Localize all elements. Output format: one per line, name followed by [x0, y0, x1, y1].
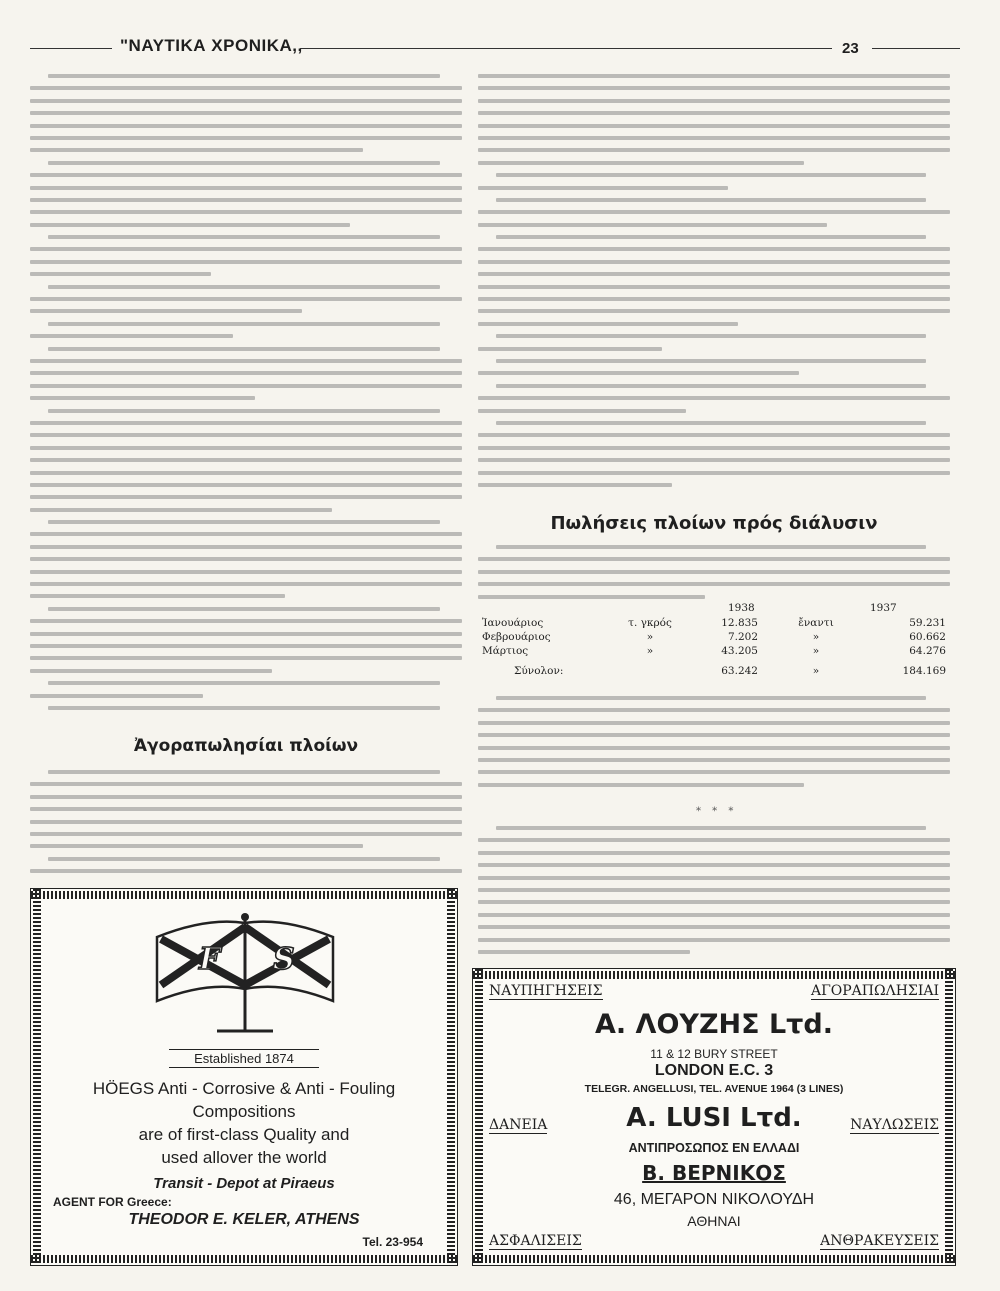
text-line [478, 742, 950, 754]
text-line [478, 692, 950, 704]
louzis-address3: 46, ΜΕΓΑΡΟΝ ΝΙΚΟΛΟΥΔΗ [613, 1191, 815, 1208]
ad-border-right [447, 889, 455, 1265]
text-line [30, 206, 462, 218]
text-line [478, 872, 950, 884]
table-cell-sep: » [812, 645, 820, 657]
text-line [30, 144, 462, 156]
text-line [478, 566, 950, 578]
ad-border-bottom [473, 1255, 955, 1263]
text-line [30, 318, 462, 330]
text-line [478, 330, 950, 342]
text-line [30, 268, 462, 280]
text-line [30, 157, 462, 169]
text-line [478, 144, 950, 156]
text-line [478, 343, 950, 355]
text-line [30, 665, 462, 677]
table-total-label: Σύνολον: [514, 665, 564, 677]
flag-emblem-icon [147, 909, 343, 1039]
text-line [30, 182, 462, 194]
louzis-company-gr: Α. ΛΟΥΖΗΣ Lτd. [595, 1009, 833, 1040]
table-cell-month: Ἰανουάριος [482, 617, 544, 629]
text-line [478, 779, 950, 791]
text-line [30, 429, 462, 441]
text-line [30, 281, 462, 293]
text-line [30, 615, 462, 627]
louzis-agent: Β. ΒΕΡΝΙΚΟΣ [642, 1161, 786, 1185]
text-line [30, 305, 462, 317]
text-line [30, 628, 462, 640]
right-column-body-bottom [478, 822, 950, 958]
text-line [478, 729, 950, 741]
text-line [478, 243, 950, 255]
text-line [30, 566, 462, 578]
text-line [30, 840, 462, 852]
text-line [478, 405, 950, 417]
text-line [478, 355, 950, 367]
text-line [30, 355, 462, 367]
text-line [30, 702, 462, 714]
text-line [478, 946, 950, 958]
louzis-telegraph: TELEGR. ANGELLUSI, TEL. AVENUE 1964 (3 LINES) [584, 1083, 844, 1095]
text-line [30, 652, 462, 664]
louzis-top-left: ΝΑΥΠΗΓΗΣΕΙΣ [489, 983, 603, 999]
text-line [478, 206, 950, 218]
text-line [478, 417, 950, 429]
text-line [478, 479, 950, 491]
page-number: 23 [842, 40, 859, 57]
louzis-bottom-right: ΑΝΘΡΑΚΕΥΣΕΙΣ [820, 1233, 939, 1249]
text-line [478, 553, 950, 565]
table-cell-month: Μάρτιος [482, 645, 529, 657]
text-line [30, 132, 462, 144]
hoegs-line4: used allover the world [161, 1148, 327, 1167]
text-line [478, 194, 950, 206]
hoegs-line6: AGENT FOR Greece: [53, 1195, 172, 1209]
text-line [478, 107, 950, 119]
text-line [30, 330, 462, 342]
sales-table [478, 616, 950, 678]
text-line [478, 157, 950, 169]
text-line [478, 219, 950, 231]
text-line [30, 479, 462, 491]
text-line [30, 677, 462, 689]
text-line [30, 82, 462, 94]
text-line [30, 194, 462, 206]
louzis-mid-left: ΔΑΝΕΙΑ [489, 1117, 548, 1133]
section-title-poliseis: Πωλήσεις πλοίων πρός διάλυσιν [550, 513, 878, 534]
louzis-address2: LONDON E.C. 3 [654, 1062, 774, 1079]
text-line [30, 231, 462, 243]
text-line [30, 293, 462, 305]
text-line [478, 169, 950, 181]
text-line [30, 690, 462, 702]
text-line [30, 504, 462, 516]
ad-border-top [473, 971, 955, 979]
table-cell-1938: 12.835 [721, 617, 758, 629]
text-line [478, 467, 950, 479]
right-column-body-lower [478, 692, 950, 800]
svg-text:F: F [199, 942, 221, 977]
text-line [478, 766, 950, 778]
text-line [30, 467, 462, 479]
text-line [30, 491, 462, 503]
table-total-1937: 184.169 [902, 665, 946, 677]
text-line [478, 754, 950, 766]
text-line [30, 578, 462, 590]
text-line [30, 343, 462, 355]
table-cell-1937: 59.231 [909, 617, 946, 629]
text-line [30, 380, 462, 392]
text-line [30, 803, 462, 815]
text-line [30, 392, 462, 404]
text-line [30, 528, 462, 540]
text-line [478, 367, 950, 379]
section-separator: * * * [696, 806, 738, 817]
text-line [30, 778, 462, 790]
text-line [30, 865, 462, 877]
ad-border-bottom [31, 1255, 457, 1263]
text-line [478, 454, 950, 466]
text-line [478, 256, 950, 268]
text-line [30, 640, 462, 652]
text-line [478, 132, 950, 144]
ad-border-left [33, 889, 41, 1265]
text-line [478, 442, 950, 454]
established-label: Established 1874 [169, 1049, 319, 1068]
table-cell-sep: ἔναντι [798, 617, 834, 629]
sales-year-1937: 1937 [870, 602, 897, 614]
text-line [478, 704, 950, 716]
text-line [30, 243, 462, 255]
text-line [30, 828, 462, 840]
text-line [478, 921, 950, 933]
header-rule-right [872, 48, 960, 49]
text-line [478, 884, 950, 896]
text-line [478, 268, 950, 280]
header-rule-left [30, 48, 112, 49]
text-line [30, 816, 462, 828]
header-rule-mid [300, 48, 832, 49]
text-line [30, 454, 462, 466]
text-line [478, 822, 950, 834]
right-column-body-top [478, 70, 950, 498]
table-cell-unit: » [646, 631, 654, 643]
text-line [478, 318, 950, 330]
text-line [478, 717, 950, 729]
table-cell-1937: 60.662 [909, 631, 946, 643]
text-line [478, 847, 950, 859]
text-line [30, 442, 462, 454]
section-title-agorapolisiai: Ἀγοραπωλησίαι πλοίων [133, 736, 359, 756]
text-line [478, 293, 950, 305]
text-line [478, 934, 950, 946]
hoegs-line3: are of first-class Quality and [138, 1125, 350, 1144]
text-line [30, 791, 462, 803]
text-line [30, 367, 462, 379]
louzis-representatives: ΑΝΤΙΠΡΟΣΩΠΟΣ ΕΝ ΕΛΛΑΔΙ [628, 1141, 800, 1155]
table-total-1938: 63.242 [721, 665, 758, 677]
svg-text:S: S [273, 942, 295, 977]
left-column-body-top [30, 70, 462, 722]
hoegs-line7: THEODOR E. KELER, ATHENS [128, 1211, 360, 1228]
text-line [30, 120, 462, 132]
text-line [478, 392, 950, 404]
text-line [478, 305, 950, 317]
table-cell-1938: 7.202 [727, 631, 758, 643]
louzis-bottom-left: ΑΣΦΑΛΙΣΕΙΣ [489, 1233, 582, 1249]
table-cell-month: Φεβρουάριος [482, 631, 551, 643]
table-cell-unit: » [646, 645, 654, 657]
hoegs-advertisement [30, 888, 458, 1266]
text-line [30, 417, 462, 429]
louzis-top-right: ΑΓΟΡΑΠΩΛΗΣΙΑΙ [810, 983, 939, 999]
table-row-total [478, 664, 950, 678]
text-line [30, 766, 462, 778]
text-line [478, 591, 950, 601]
hoegs-phone: Tel. 23-954 [362, 1235, 423, 1249]
text-line [30, 70, 462, 82]
louzis-advertisement [472, 968, 956, 1266]
text-line [30, 853, 462, 865]
louzis-mid-right: ΝΑΥΛΩΣΕΙΣ [850, 1117, 939, 1133]
right-column-body-mid [478, 541, 950, 601]
text-line [30, 603, 462, 615]
table-cell-unit: τ. γκρός [628, 617, 672, 629]
page-header-title: "ΝΑΥΤΙΚΑ ΧΡΟΝΙΚΑ,, [120, 36, 303, 55]
hoegs-line2: Compositions [192, 1102, 296, 1121]
ad-border-top [31, 891, 457, 899]
text-line [478, 281, 950, 293]
text-line [30, 553, 462, 565]
text-line [478, 182, 950, 194]
text-line [30, 516, 462, 528]
table-cell-1938: 43.205 [721, 645, 758, 657]
table-row [478, 616, 950, 630]
text-line [30, 169, 462, 181]
text-line [478, 95, 950, 107]
text-line [478, 70, 950, 82]
text-line [30, 590, 462, 602]
text-line [478, 120, 950, 132]
louzis-address1: 11 & 12 BURY STREET [650, 1047, 778, 1061]
text-line [478, 541, 950, 553]
hoegs-line5: Transit - Depot at Piraeus [153, 1175, 335, 1192]
left-column-body-bottom [30, 766, 462, 882]
sales-year-1938: 1938 [728, 602, 755, 614]
text-line [30, 95, 462, 107]
text-line [30, 405, 462, 417]
text-line [30, 541, 462, 553]
text-line [478, 834, 950, 846]
text-line [478, 231, 950, 243]
text-line [478, 909, 950, 921]
table-row [478, 630, 950, 644]
table-cell-sep: » [812, 631, 820, 643]
text-line [478, 380, 950, 392]
hoegs-line1: HÖEGS Anti - Corrosive & Anti - Fouling [92, 1079, 396, 1098]
louzis-city: ΑΘΗΝΑΙ [687, 1213, 741, 1229]
table-total-sep: » [812, 665, 820, 677]
text-line [478, 578, 950, 590]
text-line [30, 219, 462, 231]
table-cell-1937: 64.276 [909, 645, 946, 657]
louzis-company-lat: A. LUSI Lτd. [626, 1103, 802, 1133]
table-row [478, 644, 950, 658]
text-line [478, 896, 950, 908]
text-line [478, 859, 950, 871]
text-line [30, 107, 462, 119]
text-line [30, 256, 462, 268]
text-line [478, 82, 950, 94]
text-line [478, 429, 950, 441]
